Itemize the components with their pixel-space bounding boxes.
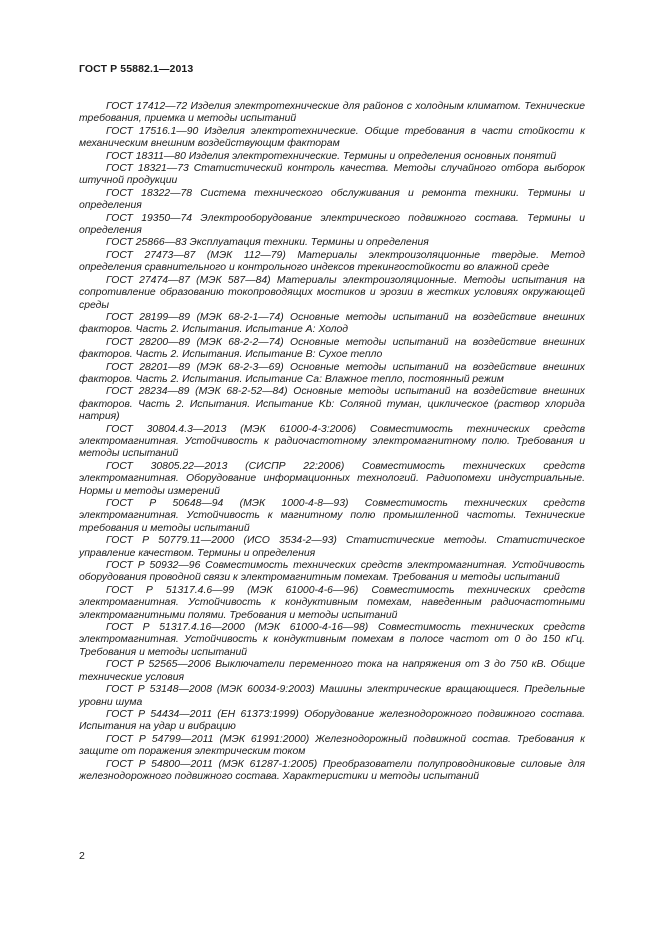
reference-item: ГОСТ Р 51317.4.6—99 (МЭК 61000-4-6—96) Совместимость технических средств электромагнитная. Устойчивость к кондуктивным помехам, наведенным радиочастотными электромагнитными полями. Требования и методы испытаний: [79, 584, 585, 621]
normative-references-list: [79, 101, 585, 783]
reference-item: ГОСТ 18311—80 Изделия электротехнические. Термины и определения основных понятий: [106, 150, 557, 162]
reference-item: ГОСТ Р 54799—2011 (МЭК 61991:2000) Железнодорожный подвижной состав. Требования к защите от поражения электрическим током: [79, 733, 585, 758]
reference-item: ГОСТ Р 50648—94 (МЭК 1000-4-8—93) Совместимость технических средств электромагнитная. Устойчивость к магнитному полю промышленной частоты. Технические требования и методы испытаний: [79, 498, 585, 534]
document-header: ГОСТ Р 55882.1—2013: [79, 63, 194, 75]
reference-item: ГОСТ 18321—73 Статистический контроль качества. Методы случайного отбора выборок штучной продукции: [79, 163, 585, 187]
reference-item: ГОСТ Р 54800—2011 (МЭК 61287-1:2005) Преобразователи полупроводниковые силовые для железнодорожного подвижного состава. Характеристики и методы испытаний: [79, 758, 585, 782]
reference-item: ГОСТ 30805.22—2013 (СИСПР 22:2006) Совместимость технических средств электромагнитная. Оборудование информационных технологий. Радиопомехи индустриальные. Нормы и методы измерений: [79, 460, 585, 497]
reference-item: ГОСТ 18322—78 Система технического обслуживания и ремонта техники. Термины и определения: [79, 187, 585, 212]
reference-item: ГОСТ 25866—83 Эксплуатация техники. Термины и определения: [106, 237, 429, 249]
reference-item: ГОСТ 27474—87 (МЭК 587—84) Материалы электроизоляционные. Методы испытания на сопротивление образованию токопроводящих мостиков и эрозии в жестких условиях окружающей среды: [79, 274, 585, 311]
reference-item: ГОСТ Р 53148—2008 (МЭК 60034-9:2003) Машины электрические вращающиеся. Предельные уровни шума: [79, 684, 585, 708]
reference-item: ГОСТ 28200—89 (МЭК 68-2-2—74) Основные методы испытаний на воздействие внешних факторов. Часть 2. Испытания. Испытание В: Сухое тепло: [79, 336, 585, 361]
reference-item: ГОСТ Р 50779.11—2000 (ИСО 3534-2—93) Статистические методы. Статистическое управление качеством. Термины и определения: [79, 535, 585, 559]
reference-item: ГОСТ 17412—72 Изделия электротехнические для районов с холодным климатом. Технические требования, приемка и методы испытаний: [79, 101, 585, 125]
reference-item: ГОСТ 17516.1—90 Изделия электротехнические. Общие требования в части стойкости к механическим внешним воздействующим факторам: [79, 125, 585, 150]
reference-item: ГОСТ 30804.4.3—2013 (МЭК 61000-4-3:2006) Совместимость технических средств электромагнитная. Устойчивость к радиочастотному электромагнитному полю. Требования и методы испытаний: [79, 423, 585, 460]
reference-item: ГОСТ 28199—89 (МЭК 68-2-1—74) Основные методы испытаний на воздействие внешних факторов. Часть 2. Испытания. Испытание А: Холод: [79, 311, 585, 336]
reference-item: ГОСТ Р 50932—96 Совместимость технических средств электромагнитная. Устойчивость оборудования проводной связи к электромагнитным помехам. Требования и методы испытаний: [79, 560, 585, 584]
reference-item: ГОСТ 19350—74 Электрооборудование электрического подвижного состава. Термины и определения: [79, 212, 585, 237]
reference-item: ГОСТ Р 51317.4.16—2000 (МЭК 61000-4-16—98) Совместимость технических средств электромагнитная. Устойчивость к кондуктивным помехам в полосе частот от 0 до 150 кГц. Требования и методы испытаний: [79, 622, 585, 658]
reference-item: ГОСТ 28234—89 (МЭК 68-2-52—84) Основные методы испытаний на воздействие внешних факторов. Часть 2. Испытания. Испытание Kb: Соляной туман, циклическое (раствор хлорида натрия): [79, 386, 585, 423]
reference-item: ГОСТ 28201—89 (МЭК 68-2-3—69) Основные методы испытаний на воздействие внешних факторов. Часть 2. Испытания. Испытание Са: Влажное тепло, постоянный режим: [79, 361, 585, 385]
reference-item: ГОСТ Р 54434—2011 (ЕН 61373:1999) Оборудование железнодорожного подвижного состава. Испытания на удар и вибрацию: [79, 708, 585, 733]
reference-item: ГОСТ Р 52565—2006 Выключатели переменного тока на напряжения от 3 до 750 кВ. Общие технические условия: [79, 659, 585, 683]
page-number: 2: [79, 850, 85, 862]
reference-item: ГОСТ 27473—87 (МЭК 112—79) Материалы электроизоляционные твердые. Метод определения сравнительного и контрольного индексов трекингостойкости во влажной среде: [79, 249, 585, 274]
